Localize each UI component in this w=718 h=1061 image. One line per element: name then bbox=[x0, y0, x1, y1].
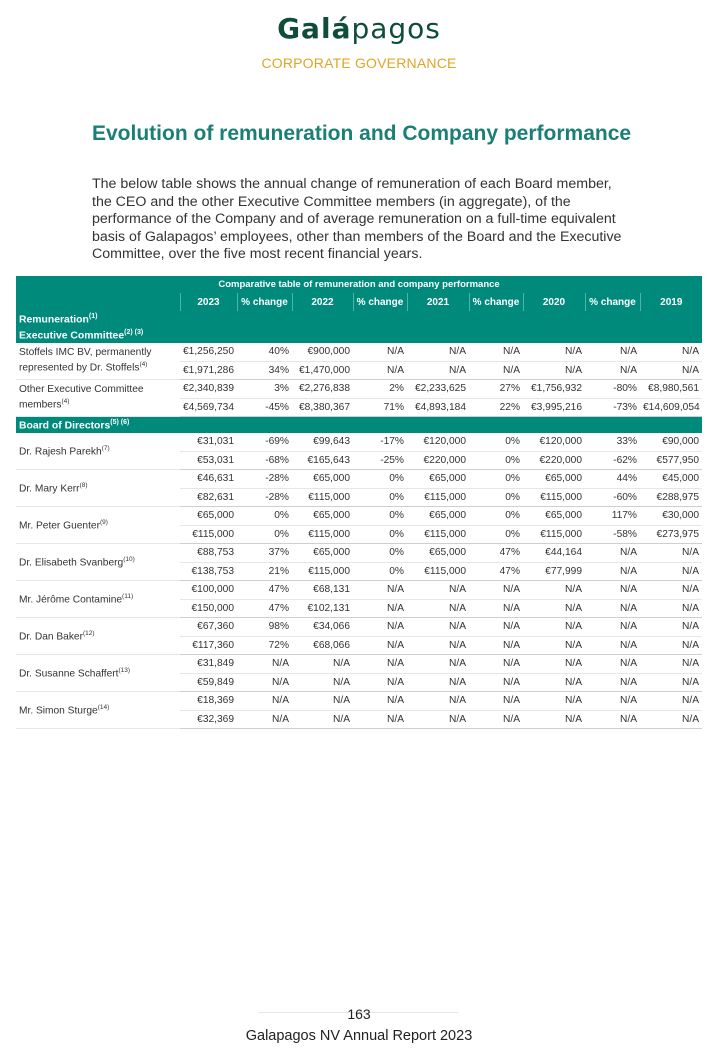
table-cell: 0% bbox=[353, 507, 407, 526]
table-cell: N/A bbox=[640, 581, 702, 600]
member-name: Dr. Rajesh Parekh bbox=[19, 446, 102, 458]
table-cell: N/A bbox=[585, 562, 640, 581]
table-cell: N/A bbox=[237, 673, 292, 692]
table-cell: N/A bbox=[523, 673, 585, 692]
table-cell: €115,000 bbox=[407, 525, 469, 544]
remuneration-table bbox=[16, 276, 702, 729]
column-header: 2023 bbox=[180, 293, 237, 311]
member-name: Dr. Mary Kerr bbox=[19, 483, 80, 495]
table-cell: N/A bbox=[292, 655, 353, 674]
member-footnote: (4) bbox=[61, 398, 70, 406]
table-cell: €1,756,932 bbox=[523, 380, 585, 399]
table-cell: N/A bbox=[523, 343, 585, 361]
table-cell: €102,131 bbox=[292, 599, 353, 618]
table-cell: €138,753 bbox=[180, 562, 237, 581]
table-cell: N/A bbox=[407, 599, 469, 618]
page-number: 163 bbox=[347, 1006, 371, 1022]
logo-text-bold: Gal bbox=[277, 12, 332, 45]
table-cell: 0% bbox=[353, 544, 407, 563]
table-cell: -69% bbox=[237, 433, 292, 451]
table-cell: €32,369 bbox=[180, 710, 237, 729]
table-cell: N/A bbox=[469, 581, 523, 600]
table-cell: €115,000 bbox=[407, 488, 469, 507]
row-label bbox=[16, 470, 180, 507]
column-header: 2022 bbox=[292, 293, 353, 311]
table-cell: N/A bbox=[353, 673, 407, 692]
member-footnote: (10) bbox=[123, 556, 135, 564]
table-cell: €4,569,734 bbox=[180, 398, 237, 417]
table-row bbox=[16, 692, 702, 711]
member-name: Stoffels IMC BV, permanently represented by Dr. Stoffels bbox=[19, 347, 152, 374]
row-label bbox=[16, 544, 180, 581]
member-name: Dr. Elisabeth Svanberg bbox=[19, 557, 124, 569]
table-cell: €65,000 bbox=[292, 470, 353, 489]
table-cell: 0% bbox=[469, 470, 523, 489]
table-cell: N/A bbox=[523, 599, 585, 618]
table-cell: €30,000 bbox=[640, 507, 702, 526]
member-footnote: (8) bbox=[79, 482, 88, 490]
table-cell: 22% bbox=[469, 398, 523, 417]
table-cell: €14,609,054 bbox=[640, 398, 702, 417]
table-cell: €31,849 bbox=[180, 655, 237, 674]
table-cell: 0% bbox=[469, 525, 523, 544]
table-cell: €99,643 bbox=[292, 433, 353, 451]
table-cell: -62% bbox=[585, 451, 640, 470]
executive-committee-band-row bbox=[16, 327, 702, 343]
table-cell: N/A bbox=[585, 655, 640, 674]
member-footnote: (11) bbox=[122, 593, 134, 601]
table-cell: N/A bbox=[407, 692, 469, 711]
row-label bbox=[16, 343, 180, 380]
section-label: CORPORATE GOVERNANCE bbox=[261, 55, 457, 71]
table-cell: €2,233,625 bbox=[407, 380, 469, 399]
table-row bbox=[16, 380, 702, 399]
table-cell: -28% bbox=[237, 470, 292, 489]
table-cell: €82,631 bbox=[180, 488, 237, 507]
table-cell: N/A bbox=[407, 343, 469, 361]
logo-text-accent: á bbox=[331, 12, 352, 45]
table-cell: €115,000 bbox=[292, 525, 353, 544]
table-cell: €18,369 bbox=[180, 692, 237, 711]
member-name: Mr. Simon Sturge bbox=[19, 705, 98, 717]
table-cell: €2,276,838 bbox=[292, 380, 353, 399]
board-of-directors-band bbox=[16, 417, 702, 434]
remuneration-band-row bbox=[16, 311, 702, 327]
member-footnote: (4) bbox=[139, 361, 148, 369]
table-cell: €68,066 bbox=[292, 636, 353, 655]
row-label bbox=[16, 433, 180, 470]
table-cell: 72% bbox=[237, 636, 292, 655]
table-cell: N/A bbox=[523, 618, 585, 637]
remuneration-band-label: Remuneration bbox=[19, 314, 89, 326]
table-cell: €165,643 bbox=[292, 451, 353, 470]
table-cell: 47% bbox=[237, 599, 292, 618]
member-name: Dr. Dan Baker bbox=[19, 631, 83, 643]
member-name: Dr. Susanne Schaffert bbox=[19, 668, 119, 680]
table-cell: N/A bbox=[353, 636, 407, 655]
table-cell: 0% bbox=[353, 525, 407, 544]
table-cell: €44,164 bbox=[523, 544, 585, 563]
row-label bbox=[16, 692, 180, 729]
table-cell: €59,849 bbox=[180, 673, 237, 692]
table-cell: 71% bbox=[353, 398, 407, 417]
table-cell: N/A bbox=[640, 710, 702, 729]
executive-committee-band-footnote: (2) (3) bbox=[124, 328, 144, 336]
table-cell: 0% bbox=[469, 488, 523, 507]
column-header: % change bbox=[469, 293, 523, 311]
table-cell: -80% bbox=[585, 380, 640, 399]
intro-paragraph: The below table shows the annual change of remuneration of each Board member, the CEO and the other Executive Committee members (in aggregate), of the performance of the Company and of average remuneration on a full-time equivalent basis of Galapagos’ employees, other than members of the Board and the Executive Committee, over the five most recent financial years. bbox=[92, 176, 622, 262]
executive-committee-band bbox=[16, 327, 702, 343]
table-cell: -25% bbox=[353, 451, 407, 470]
table-cell: N/A bbox=[585, 361, 640, 380]
table-cell: -58% bbox=[585, 525, 640, 544]
table-cell: -45% bbox=[237, 398, 292, 417]
table-cell: €65,000 bbox=[292, 507, 353, 526]
column-header: % change bbox=[237, 293, 292, 311]
table-cell: N/A bbox=[353, 710, 407, 729]
table-cell: N/A bbox=[353, 599, 407, 618]
table-cell: 47% bbox=[469, 544, 523, 563]
table-cell: 0% bbox=[237, 507, 292, 526]
table-cell: €115,000 bbox=[407, 562, 469, 581]
table-cell: 33% bbox=[585, 433, 640, 451]
table-cell: 3% bbox=[237, 380, 292, 399]
table-cell: N/A bbox=[237, 692, 292, 711]
table-cell: €150,000 bbox=[180, 599, 237, 618]
table-cell: €67,360 bbox=[180, 618, 237, 637]
table-cell: €31,031 bbox=[180, 433, 237, 451]
table-cell: -68% bbox=[237, 451, 292, 470]
table-cell: N/A bbox=[353, 343, 407, 361]
table-cell: 0% bbox=[469, 507, 523, 526]
member-name: Mr. Jérôme Contamine bbox=[19, 594, 123, 606]
table-cell: N/A bbox=[353, 692, 407, 711]
row-label bbox=[16, 380, 180, 417]
table-cell: N/A bbox=[469, 655, 523, 674]
company-logo bbox=[0, 12, 718, 45]
table-cell: €577,950 bbox=[640, 451, 702, 470]
board-of-directors-band-footnote: (5) (6) bbox=[110, 418, 130, 426]
table-cell: 0% bbox=[353, 488, 407, 507]
table-cell: -73% bbox=[585, 398, 640, 417]
table-cell: N/A bbox=[640, 692, 702, 711]
board-of-directors-band-label: Board of Directors bbox=[19, 420, 111, 432]
table-cell: N/A bbox=[585, 673, 640, 692]
table-row bbox=[16, 507, 702, 526]
table-cell: N/A bbox=[353, 618, 407, 637]
table-cell: €68,131 bbox=[292, 581, 353, 600]
table-cell: €120,000 bbox=[407, 433, 469, 451]
page-title: Evolution of remuneration and Company performance bbox=[92, 122, 632, 145]
table-cell: N/A bbox=[353, 361, 407, 380]
table-cell: €4,893,184 bbox=[407, 398, 469, 417]
table-cell: N/A bbox=[407, 581, 469, 600]
table-caption-row bbox=[16, 276, 702, 293]
table-cell: N/A bbox=[640, 343, 702, 361]
table-cell: N/A bbox=[353, 581, 407, 600]
table-cell: €3,995,216 bbox=[523, 398, 585, 417]
table-cell: N/A bbox=[292, 692, 353, 711]
table-cell: €1,971,286 bbox=[180, 361, 237, 380]
table-cell: N/A bbox=[523, 581, 585, 600]
executive-committee-band-label: Executive Committee bbox=[19, 330, 125, 342]
table-cell: N/A bbox=[585, 692, 640, 711]
table-cell: N/A bbox=[469, 673, 523, 692]
table-row bbox=[16, 655, 702, 674]
board-of-directors-band-row bbox=[16, 417, 702, 434]
table-cell: N/A bbox=[640, 544, 702, 563]
table-cell: €8,380,367 bbox=[292, 398, 353, 417]
table-cell: €288,975 bbox=[640, 488, 702, 507]
member-footnote: (9) bbox=[99, 519, 108, 527]
table-cell: N/A bbox=[469, 618, 523, 637]
table-cell: €115,000 bbox=[180, 525, 237, 544]
table-cell: N/A bbox=[640, 599, 702, 618]
table-cell: N/A bbox=[469, 636, 523, 655]
column-header: % change bbox=[585, 293, 640, 311]
table-cell: €220,000 bbox=[407, 451, 469, 470]
table-cell: N/A bbox=[523, 655, 585, 674]
table-cell: N/A bbox=[292, 673, 353, 692]
table-cell: N/A bbox=[469, 361, 523, 380]
table-cell: €273,975 bbox=[640, 525, 702, 544]
table-cell: -60% bbox=[585, 488, 640, 507]
member-name: Mr. Peter Guenter bbox=[19, 520, 100, 532]
row-label bbox=[16, 581, 180, 618]
table-cell: 40% bbox=[237, 343, 292, 361]
table-cell: -28% bbox=[237, 488, 292, 507]
table-cell: €88,753 bbox=[180, 544, 237, 563]
table-cell: N/A bbox=[523, 692, 585, 711]
table-cell: N/A bbox=[585, 636, 640, 655]
table-cell: €1,470,000 bbox=[292, 361, 353, 380]
table-cell: €115,000 bbox=[523, 488, 585, 507]
table-cell: €1,256,250 bbox=[180, 343, 237, 361]
table-cell: N/A bbox=[353, 655, 407, 674]
member-name: Other Executive Committee members bbox=[19, 384, 144, 411]
table-cell: N/A bbox=[523, 636, 585, 655]
table-cell: €115,000 bbox=[292, 562, 353, 581]
table-row bbox=[16, 433, 702, 451]
table-row bbox=[16, 343, 702, 361]
table-row bbox=[16, 618, 702, 637]
table-cell: N/A bbox=[585, 581, 640, 600]
table-cell: €2,340,839 bbox=[180, 380, 237, 399]
table-cell: N/A bbox=[640, 562, 702, 581]
member-footnote: (12) bbox=[82, 630, 95, 638]
table-cell: 47% bbox=[469, 562, 523, 581]
table-cell: 117% bbox=[585, 507, 640, 526]
table-cell: N/A bbox=[407, 618, 469, 637]
column-header: 2021 bbox=[407, 293, 469, 311]
table-cell: 2% bbox=[353, 380, 407, 399]
table-cell: N/A bbox=[640, 655, 702, 674]
table-cell: 21% bbox=[237, 562, 292, 581]
table-cell: N/A bbox=[469, 710, 523, 729]
member-footnote: (13) bbox=[118, 667, 131, 675]
table-cell: N/A bbox=[407, 361, 469, 380]
member-footnote: (14) bbox=[97, 704, 110, 712]
table-cell: N/A bbox=[640, 618, 702, 637]
table-cell: N/A bbox=[469, 599, 523, 618]
table-cell: €65,000 bbox=[180, 507, 237, 526]
table-cell: €117,360 bbox=[180, 636, 237, 655]
table-cell: N/A bbox=[585, 599, 640, 618]
column-header: 2019 bbox=[640, 293, 702, 311]
table-cell: €65,000 bbox=[523, 507, 585, 526]
column-header: 2020 bbox=[523, 293, 585, 311]
table-cell: N/A bbox=[585, 618, 640, 637]
table-cell: €115,000 bbox=[292, 488, 353, 507]
table-cell: 0% bbox=[353, 562, 407, 581]
remuneration-band-footnote: (1) bbox=[88, 312, 98, 320]
table-cell: €220,000 bbox=[523, 451, 585, 470]
table-cell: 44% bbox=[585, 470, 640, 489]
table-cell: €90,000 bbox=[640, 433, 702, 451]
table-cell: €65,000 bbox=[523, 470, 585, 489]
table-cell: €53,031 bbox=[180, 451, 237, 470]
table-cell: N/A bbox=[640, 636, 702, 655]
table-cell: €120,000 bbox=[523, 433, 585, 451]
table-cell: 34% bbox=[237, 361, 292, 380]
table-cell: 27% bbox=[469, 380, 523, 399]
table-cell: N/A bbox=[640, 673, 702, 692]
table-cell: N/A bbox=[237, 655, 292, 674]
table-cell: N/A bbox=[407, 710, 469, 729]
table-cell: N/A bbox=[407, 636, 469, 655]
table-cell: N/A bbox=[407, 655, 469, 674]
table-cell: €100,000 bbox=[180, 581, 237, 600]
table-cell: €8,980,561 bbox=[640, 380, 702, 399]
table-cell: N/A bbox=[292, 710, 353, 729]
table-cell: €65,000 bbox=[407, 544, 469, 563]
table-cell: 0% bbox=[469, 451, 523, 470]
table-cell: N/A bbox=[237, 710, 292, 729]
table-cell: €65,000 bbox=[407, 507, 469, 526]
table-cell: €77,999 bbox=[523, 562, 585, 581]
table-cell: N/A bbox=[523, 361, 585, 380]
table-cell: €65,000 bbox=[292, 544, 353, 563]
table-row bbox=[16, 470, 702, 489]
table-row bbox=[16, 544, 702, 563]
table-cell: 0% bbox=[469, 433, 523, 451]
table-cell: €65,000 bbox=[407, 470, 469, 489]
table-cell: 37% bbox=[237, 544, 292, 563]
table-cell: N/A bbox=[469, 692, 523, 711]
table-cell: N/A bbox=[585, 710, 640, 729]
table-cell: 0% bbox=[353, 470, 407, 489]
table-caption: Comparative table of remuneration and company performance bbox=[16, 276, 702, 293]
table-header-row bbox=[16, 293, 702, 311]
report-title: Galapagos NV Annual Report 2023 bbox=[245, 1028, 473, 1044]
table-cell: N/A bbox=[585, 544, 640, 563]
table-cell: 0% bbox=[237, 525, 292, 544]
row-label bbox=[16, 507, 180, 544]
table-cell: N/A bbox=[585, 343, 640, 361]
column-header bbox=[16, 293, 180, 311]
row-label bbox=[16, 618, 180, 655]
row-label bbox=[16, 655, 180, 692]
table-cell: €34,066 bbox=[292, 618, 353, 637]
table-cell: 98% bbox=[237, 618, 292, 637]
table-cell: €900,000 bbox=[292, 343, 353, 361]
logo-text-light: pagos bbox=[351, 12, 441, 45]
table-row bbox=[16, 581, 702, 600]
table-cell: N/A bbox=[523, 710, 585, 729]
table-cell: €115,000 bbox=[523, 525, 585, 544]
table-cell: N/A bbox=[469, 343, 523, 361]
table-cell: N/A bbox=[407, 673, 469, 692]
table-cell: 47% bbox=[237, 581, 292, 600]
member-footnote: (7) bbox=[101, 445, 110, 453]
table-cell: €45,000 bbox=[640, 470, 702, 489]
column-header: % change bbox=[353, 293, 407, 311]
remuneration-band bbox=[16, 311, 702, 327]
table-cell: €46,631 bbox=[180, 470, 237, 489]
remuneration-table-container bbox=[16, 276, 702, 729]
table-cell: -17% bbox=[353, 433, 407, 451]
table-cell: N/A bbox=[640, 361, 702, 380]
